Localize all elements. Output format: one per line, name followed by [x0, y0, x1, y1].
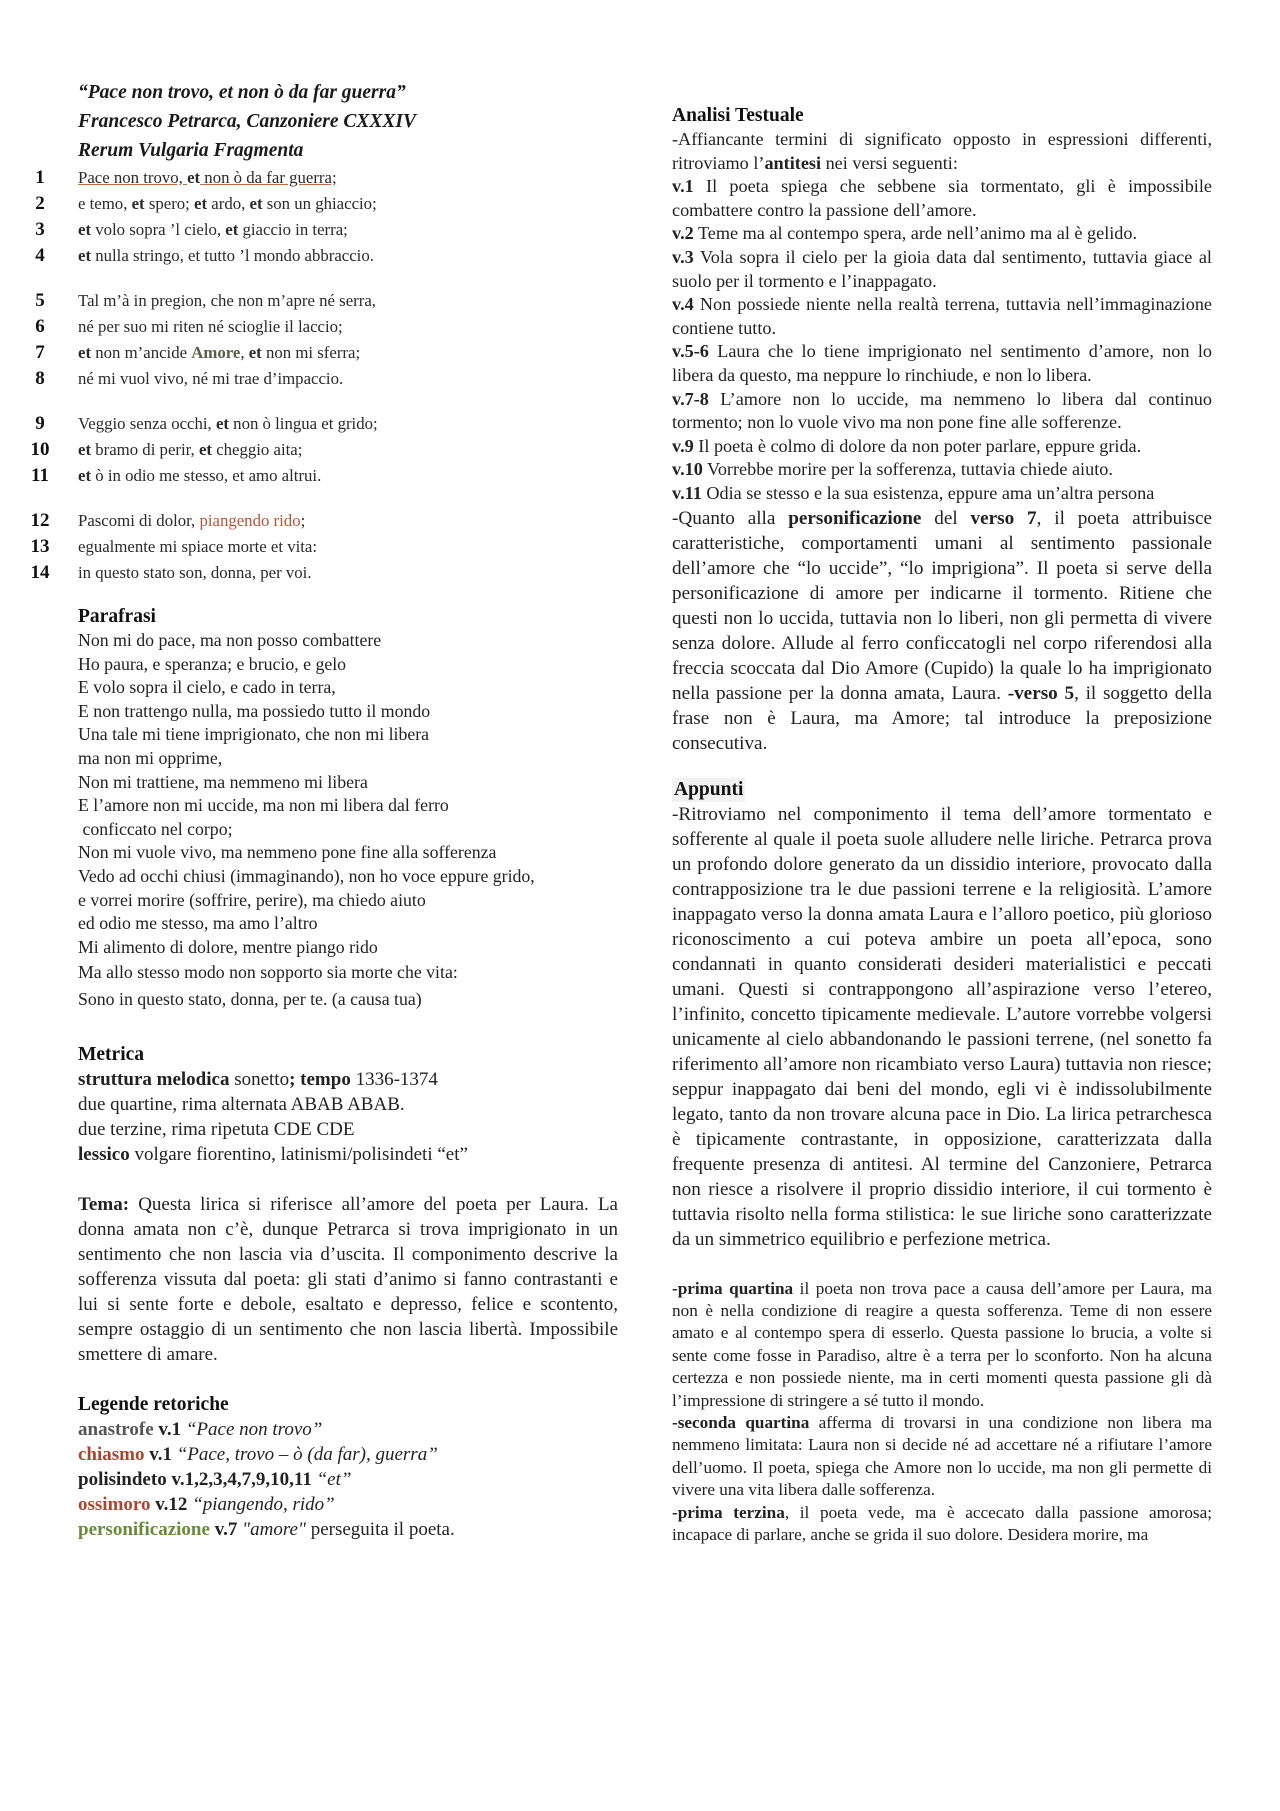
appunti-section: [672, 778, 1212, 1252]
parafrasi-line: Ho paura, e speranza; e brucio, e gelo: [78, 653, 347, 674]
strofa-note: -seconda quartina afferma di trovarsi in una condizione non libera ma nemmeno limitata: Laura non si decide né ad accettare né a rifiutare l’amore dell’uomo. Il poeta, spiega che Amore non lo uccide, ma non gli permette di vivere una vita libera dalle sofferenza.: [672, 1412, 1213, 1500]
analisi-section: [672, 104, 1212, 756]
verse-6: 6 né per suo mi riten né scioglie il laccio;: [35, 316, 343, 337]
parafrasi-lines: [78, 629, 618, 1013]
parafrasi-section: [78, 605, 618, 1013]
analisi-item: v.11 Odia se stesso e la sua esistenza, eppure ama un’altra persona: [672, 482, 1155, 503]
verse-2: 2 e temo, et spero; et ardo, et son un ghiaccio;: [35, 193, 377, 214]
analisi-heading: Analisi Testuale: [672, 105, 804, 126]
verse-12: 12 Pascomi di dolor, piangendo rido;: [30, 510, 306, 531]
right-column: [672, 104, 1212, 1546]
parafrasi-heading: Parafrasi: [78, 606, 156, 627]
parafrasi-line: Non mi vuole vivo, ma nemmeno pone fine alla sofferenza: [78, 842, 497, 863]
legende-section: [78, 1392, 618, 1542]
verse-11: 11 et ò in odio me stesso, et amo altrui.: [31, 465, 322, 486]
metrica-line: due terzine, rima ripetuta CDE CDE: [78, 1119, 355, 1141]
legende-heading: Legende retoriche: [78, 1394, 229, 1416]
parafrasi-line: conficcato nel corpo;: [78, 818, 233, 839]
parafrasi-line: ma non mi opprime,: [78, 747, 223, 768]
left-column: [30, 78, 618, 1542]
parafrasi-line: Non mi trattiene, ma nemmeno mi libera: [78, 771, 368, 792]
analisi-item: v.2 Teme ma al contempo spera, arde nell’animo ma al è gelido.: [672, 223, 1138, 244]
appunti-text: -Ritroviamo nel componimento il tema dell’amore tormentato e sofferente al quale il poeta suole alludere nelle liriche. Petrarca prova un profondo dolore generato da un dissidio interiore, provocato dalla contrapposizione tra le due passioni terrene e la religiosità. L’amore inappagato verso la donna amata Laura e l’alloro poetico, più glorioso riconoscimento a cui poteva ambire un poeta all’epoca, sono condannati in quanto considerati desideri materialistici e peccati umani. Questi si contrappongono all’aspirazione verso l’etereo, l’infinito, concetto tipicamente medievale. L’autore vorrebbe volgersi unicamente al cielo abbandonando le passioni terrene, (nel sonetto fa riferimento all’amore non ricambiato verso Laura) tuttavia non riesce; seppur inappagato dai beni del mondo, egli vi è indissolubilmente legato, tanto da non trovare alcuna pace in Dio. La lirica petrarchesca è tipicamente contrastante, in opposizione, caratterizzata dalla frequente presenza di antitesi. Al termine del Canzoniere, Petrarca non riesce a risolvere il proprio dissidio interiore, il cui tormento è tuttavia risolto nella forma stilistica: le sue liriche sono caratterizzate da un simmetrico equilibrio e perfezione metrica.: [672, 803, 1212, 1250]
parafrasi-line: E non trattengo nulla, ma possiedo tutto il mondo: [78, 700, 431, 721]
legenda-item-personificazione: personificazione v.7 "amore" perseguita il poeta.: [78, 1519, 455, 1541]
legenda-item-chiasmo: chiasmo v.1 “Pace, trovo – ò (da far), guerra”: [78, 1444, 438, 1466]
verse-4: 4 et nulla stringo, et tutto ’l mondo abbraccio.: [35, 245, 374, 266]
analisi-item: v.9 Il poeta è colmo di dolore da non poter parlare, eppure grida.: [672, 435, 1142, 456]
parafrasi-line: e vorrei morire (soffrire, perire), ma chiedo aiuto: [78, 889, 426, 910]
parafrasi-line: Sono in questo stato, donna, per te. (a causa tua): [78, 989, 422, 1010]
verse-8: 8 né mi vuol vivo, né mi trae d’impaccio.: [35, 368, 344, 389]
analisi-item: v.10 Vorrebbe morire per la sofferenza, tuttavia chiede aiuto.: [672, 459, 1113, 480]
stanza-3: [30, 411, 618, 489]
parafrasi-line: Non mi do pace, ma non posso combattere: [78, 630, 382, 650]
verse-5: 5 Tal m’à in pregion, che non m’apre né serra,: [35, 290, 376, 311]
strofa-note: -prima quartina il poeta non trova pace a causa dell’amore per Laura, ma non è nella condizione di reagire a questa sofferenza. Teme di non essere amato e al contempo spera di esserlo. Questa passione lo brucia, a volte si sente come fosse in Paradiso, altre è a terra per lo sconforto. Non ha alcuna certezza e non possiede niente, ma in certi momenti questa passione gli dà l’impressione di stringere a sé tutto il mondo.: [672, 1278, 1212, 1410]
poem-header: [78, 78, 618, 165]
analisi-item: v.5-6 Laura che lo tiene imprigionato nel sentimento d’amore, non lo libera da questo, ma neppure lo rinchiude, e non lo libera.: [672, 341, 1212, 385]
parafrasi-line: Una tale mi tiene imprigionato, che non mi libera: [78, 724, 430, 745]
analisi-intro: -Affiancante termini di significato opposto in espressioni differenti, ritroviamo l’antitesi nei versi seguenti:: [672, 129, 1212, 173]
legenda-item-anastrofe: anastrofe v.1 “Pace non trovo”: [78, 1419, 323, 1441]
legenda-item-ossimoro: ossimoro v.12 “piangendo, rido”: [78, 1494, 335, 1516]
parafrasi-line: ed odio me stesso, ma amo l’altro: [78, 913, 318, 934]
metrica-section: [78, 1043, 618, 1167]
verse-3: 3 et volo sopra ’l cielo, et giaccio in terra;: [35, 219, 348, 240]
parafrasi-line: Ma allo stesso modo non sopporto sia morte che vita:: [78, 962, 458, 983]
stanza-4: [30, 508, 618, 586]
metrica-line: lessico volgare fiorentino, latinismi/polisindeti “et”: [78, 1144, 468, 1166]
parafrasi-line: E l’amore non mi uccide, ma non mi libera dal ferro: [78, 795, 449, 816]
parafrasi-line: Vedo ad occhi chiusi (immaginando), non ho voce eppure grido,: [78, 865, 535, 886]
verse-9: 9 Veggio senza occhi, et non ò lingua et grido;: [35, 413, 378, 434]
stanza-1: [35, 165, 618, 269]
tema-text: Tema: Questa lirica si riferisce all’amore del poeta per Laura. La donna amata non c’è, dunque Petrarca si trova imprigionato in un sentimento che non lascia via d’uscita. Il componimento descrive la sofferenza vissuta dal poeta: gli stati d’animo si fanno contrastanti e lui si sente forte e debole, esaltato e depresso, felice e scontento, sempre ostaggio di un sentimento che non lascia libertà. Impossibile smettere di amare.: [78, 1194, 618, 1366]
parafrasi-line: Mi alimento di dolore, mentre piango rido: [78, 936, 378, 957]
analisi-item: v.7-8 L’amore non lo uccide, ma nemmeno lo libera dal continuo tormento; non lo vuole vivo ma non pone fine alle sofferenze.: [672, 388, 1212, 433]
metrica-line: due quartine, rima alternata ABAB ABAB.: [78, 1094, 405, 1116]
strofa-note: -prima terzina, il poeta vede, ma è accecato dalla passione amorosa; incapace di parlare, anche se grida il suo dolore. Desidera morire, ma: [672, 1502, 1213, 1544]
analisi-item: v.1 Il poeta spiega che sebbene sia tormentato, gli è impossibile combattere contro la passione dell’amore.: [672, 176, 1212, 220]
verse-13: 13 egualmente mi spiace morte et vita:: [30, 536, 318, 557]
poem-text: [30, 165, 618, 586]
poem-work: Rerum Vulgaria Fragmenta: [78, 140, 304, 161]
legenda-item-polisindeto: polisindeto v.1,2,3,4,7,9,10,11 “et”: [78, 1469, 352, 1491]
poem-title: “Pace non trovo, et non ò da far guerra”: [78, 82, 406, 103]
parafrasi-line: E volo sopra il cielo, e cado in terra,: [78, 677, 336, 698]
verse-1: 1 Pace non trovo, et non ò da far guerra;: [35, 167, 337, 188]
analisi-item: v.3 Vola sopra il cielo per la gioia data dal sentimento, tuttavia giace al suolo per il tormento e l’inappagato.: [672, 246, 1212, 291]
strofe-section: [672, 1278, 1212, 1547]
verse-10: 10 et bramo di perir, et cheggio aita;: [30, 439, 303, 460]
poem-author: Francesco Petrarca, Canzoniere CXXXIV: [78, 111, 417, 132]
stanza-2: [35, 288, 618, 392]
metrica-line: struttura melodica sonetto; tempo 1336-1374: [78, 1069, 438, 1091]
analisi-item: v.4 Non possiede niente nella realtà terrena, tuttavia nell’immaginazione contiene tutto.: [672, 294, 1212, 338]
verse-14: 14 in questo stato son, donna, per voi.: [30, 562, 312, 583]
verse-7: 7 et non m’ancide Amore, et non mi sferra;: [35, 342, 361, 363]
appunti-heading: Appunti: [674, 778, 744, 800]
analisi-personificazione: -Quanto alla personificazione del verso 7, il poeta attribuisce caratteristiche, comportamenti umani al sentimento passionale dell’amore che “lo uccide”, “lo imprigiona”. Il poeta si serve della personificazione di amore per indicarne il tormento. Ritiene che questi non lo uccida, tuttavia non lo liberi, non gli permetta di vivere senza dolore. Allude al ferro conficcatogli nel corpo riferendosi alla freccia scoccata dal Dio Amore (Cupido) la quale lo ha imprigionato nella passione per la donna amata, Laura. -verso 5, il soggetto della frase non è Laura, ma Amore; tal introduce la preposizione consecutiva.: [672, 507, 1212, 754]
metrica-heading: Metrica: [78, 1044, 145, 1066]
tema-section: [78, 1192, 618, 1367]
